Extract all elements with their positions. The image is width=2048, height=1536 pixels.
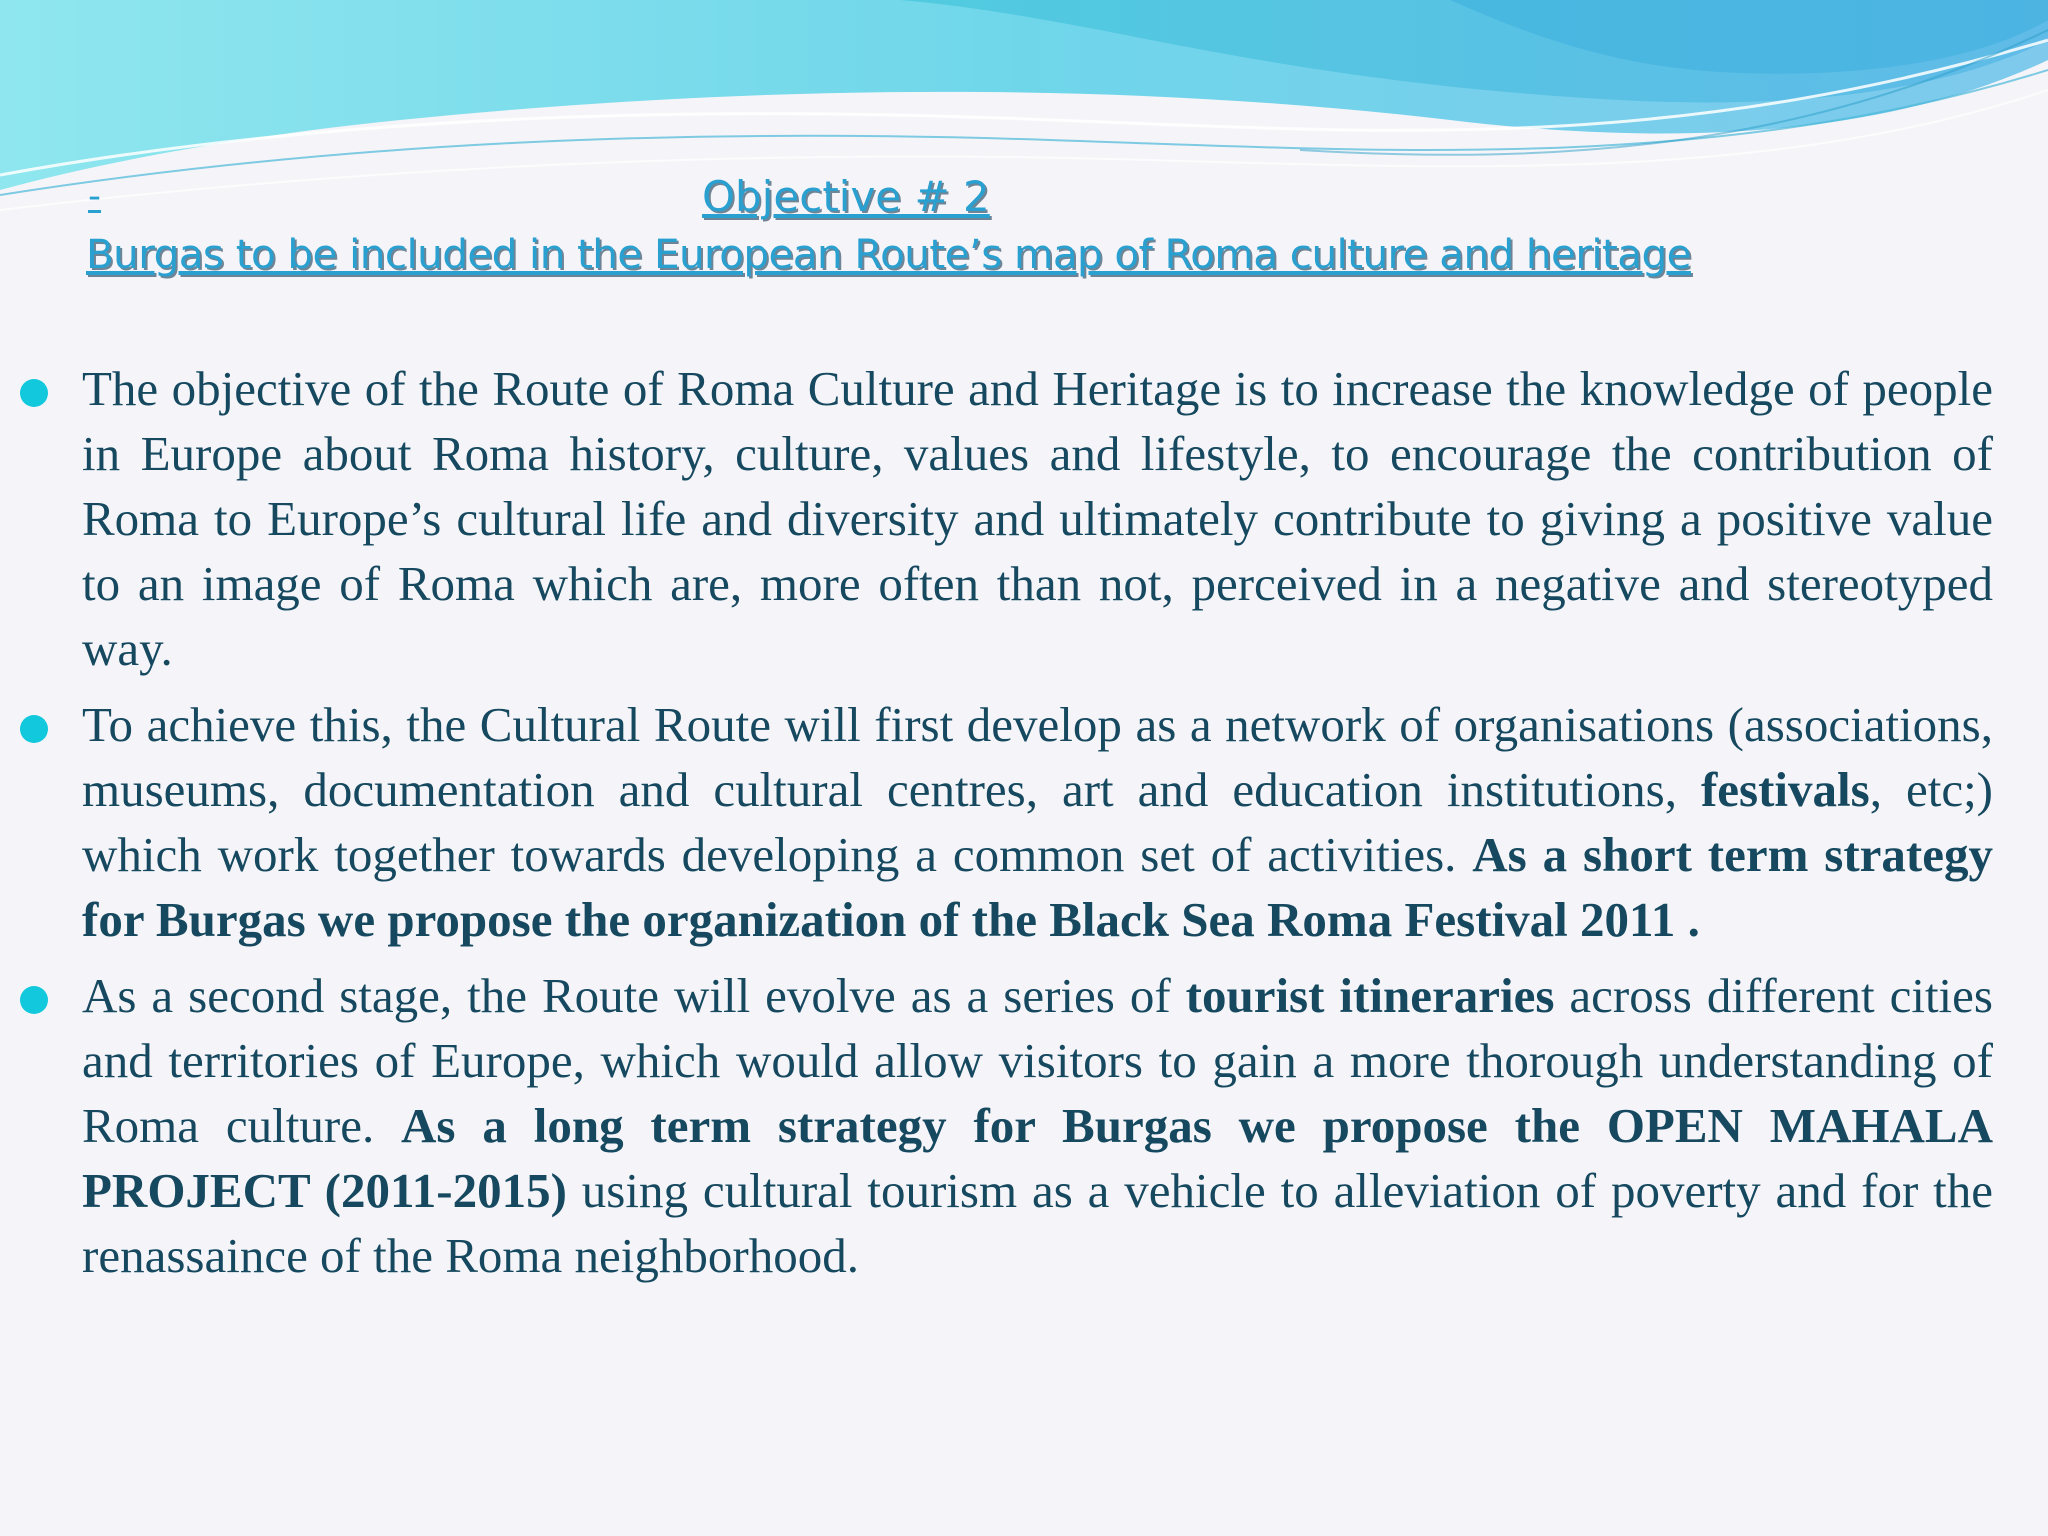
- bullet-text-bold: As a short term strategy for Burgas we propose the organization of the Black Sea Roma Festival 2011 .: [82, 827, 1993, 947]
- bullet-text: , etc;) which work together towards developing a common set of activities.: [82, 762, 1993, 882]
- bullet-list: [18, 356, 1993, 1299]
- bullet-text: using cultural tourism as a vehicle to alleviation of poverty and for the renassaince of the Roma neighborhood.: [82, 1163, 1994, 1283]
- bullet-item-objective: [18, 356, 1993, 681]
- bullet-text: The objective of the Route of Roma Culture and Heritage is to increase the knowledge of people in Europe about Roma history, culture, values and lifestyle, to encourage the contribution of Roma to Europe’s cultural life and diversity and ultimately contribute to giving a positive value to an image of Roma which are, more often than not, perceived in a negative and stereotyped way.: [82, 361, 1993, 676]
- bullet-text: As a second stage, the Route will evolve as a series of: [82, 968, 1186, 1023]
- page-title: Objective # 2: [702, 172, 990, 221]
- bullet-text-bold: tourist itineraries: [1185, 968, 1555, 1023]
- page-subtitle: Burgas to be included in the European Route’s map of Roma culture and heritage: [86, 230, 1691, 278]
- bullet-item-itineraries: [18, 963, 1993, 1288]
- bullet-item-network: [18, 692, 1993, 952]
- bullet-text: across different cities and territories of Europe, which would allow visitors to gain a more thorough understanding of Roma culture.: [82, 968, 1993, 1153]
- title-block: [86, 168, 1966, 278]
- title-dash: -: [88, 176, 101, 217]
- bullet-dot-icon: [20, 715, 48, 743]
- bullet-dot-icon: [20, 986, 48, 1014]
- bullet-text-bold: As a long term strategy for Burgas we propose the OPEN MAHALA PROJECT (2011-2015): [82, 1098, 1993, 1218]
- bullet-text: To achieve this, the Cultural Route will first develop as a network of organisations (associations, museums, documentation and cultural centres, art and education institutions,: [82, 697, 1993, 817]
- bullet-dot-icon: [20, 379, 48, 407]
- bullet-text-bold: festivals: [1700, 762, 1870, 817]
